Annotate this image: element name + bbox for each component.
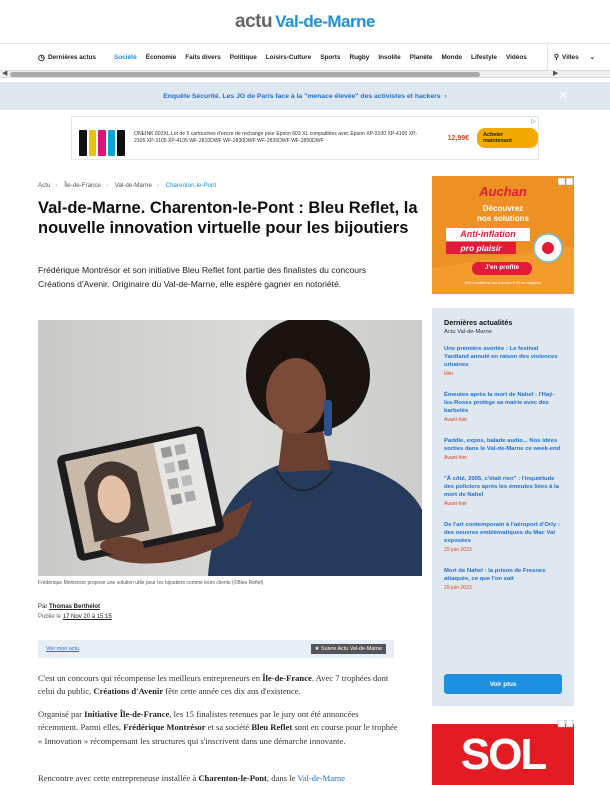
auchan-brand: Auchan	[479, 184, 527, 199]
alert-banner[interactable]: Enquête Sécurité. Les JO de Paris face à la "menace élevée" des activistes et hackers › ✕	[0, 82, 610, 110]
voir-plus-button[interactable]: Voir plus	[444, 674, 562, 694]
latest-news-sidebar	[432, 308, 574, 706]
ad-banner[interactable]	[71, 116, 539, 160]
follow-button[interactable]: ★ Suivre Actu Val-de-Marne	[311, 644, 386, 654]
breadcrumb-separator: ›	[55, 182, 58, 189]
nav-item-monde[interactable]: Monde	[441, 53, 463, 61]
breadcrumb-separator: ›	[156, 182, 159, 189]
nav-item-dernieres[interactable]: ◷ Dernières actus	[38, 52, 96, 62]
close-icon[interactable]: ✕	[558, 90, 568, 102]
sidebar-title: Dernières actualités	[444, 318, 513, 327]
nav-item-videos[interactable]: Vidéos	[505, 53, 527, 61]
nav-item-loisirs-culture[interactable]: Loisirs-Culture	[265, 53, 312, 61]
breadcrumb	[38, 182, 216, 189]
location-pin-icon: ⚲	[553, 54, 560, 61]
cartridge-magenta	[98, 130, 106, 156]
breadcrumb-charenton[interactable]: Charenton-le-Pont	[165, 182, 217, 189]
breadcrumb-actu[interactable]: Actu	[38, 182, 51, 189]
article-paragraph: C'est un concours qui récompense les meilleurs entrepreneurs en Île-de-France. Avec 7 trophées dont celui du public, Créations d'Avenir fête cette année ces dix ans d'existence.	[38, 673, 389, 697]
ink-cartridges-image	[76, 120, 128, 156]
author-link[interactable]: Thomas Berthelot	[49, 604, 101, 610]
cartridge-black	[79, 130, 87, 156]
nav-item-lifestyle[interactable]: Lifestyle	[471, 53, 497, 61]
nav-item-faits-divers[interactable]: Faits divers	[185, 53, 221, 61]
nav-item-rugby[interactable]: Rugby	[349, 53, 370, 61]
chevron-left-icon[interactable]: ◀	[2, 70, 8, 77]
nav-scrollbar[interactable]	[0, 70, 610, 78]
list-item[interactable]: Mort de Nahel : la prison de Fresnes attaquée, ce que l'on sait 29 juin 2023	[444, 568, 546, 591]
breadcrumb-separator: ›	[105, 182, 109, 189]
auchan-ad[interactable]: Auchan Découvrez nos solutions Anti-inflation pro plaisir J'en profite Voir conditions sur Auchan.fr et en magasin	[432, 176, 574, 294]
ad-price: 12,99€	[447, 134, 470, 142]
auchan-headline: Découvrez nos solutions	[477, 204, 529, 223]
cartridge-cyan	[108, 130, 116, 156]
ad-description: ONEINK 603XL Lot de 5 cartouches d'encre de rechange pour Epson 603 XL compatibles avec Epson XP-3100 XP-4100 XP-2105 XP-3105 XP-4105 WF-2810DWF WF-2830DWF WF-2835DWF WF-2850DWF	[134, 131, 418, 144]
chevron-right-icon: ›	[444, 92, 447, 100]
sidebar-subtitle: Actu Val-de-Marne	[444, 329, 492, 335]
main-nav	[0, 44, 610, 70]
list-item[interactable]: Paddle, expos, balade audio... Nos idées sorties dans le Val-de-Marne ce week-end Avant-hier	[444, 438, 561, 461]
nav-item-societe[interactable]: Société	[113, 53, 137, 61]
villes-dropdown[interactable]: ⚲ Villes ⌄	[547, 44, 610, 70]
site-logo[interactable]: actu Val-de-Marne	[235, 10, 375, 32]
nav-item-economie[interactable]: Économie	[145, 53, 177, 61]
breadcrumb-ile-de-france[interactable]: Île-de-France	[64, 182, 101, 189]
publish-date: Publié le 17 Nov 20 à 15:15	[38, 614, 112, 620]
site-header	[0, 0, 610, 44]
chevron-down-icon: ⌄	[589, 54, 595, 61]
article-lead: Frédérique Montrésor et son initiative Bleu Reflet font partie des finalistes du concours Créations d'Avenir. Originaire du Val-de-Marne, elle espère gagner en notoriété.	[38, 265, 367, 289]
ad-buy-button[interactable]: Acheter maintenant	[477, 128, 538, 148]
val-de-marne-link[interactable]: Val-de-Marne	[297, 773, 346, 783]
list-item[interactable]: Une première avortée : Le festival Yardland annulé en raison des violences urbaines Hier	[444, 346, 558, 377]
photo-caption: Frédérique Montrésor propose une solution utile pour les bijoutiers comme leurs clients (©Bleu Reflet)	[38, 580, 264, 586]
nav-item-planete[interactable]: Planète	[409, 53, 433, 61]
sol-ad[interactable]	[432, 720, 574, 785]
article-paragraph: Organisé par Initiative Île-de-France, les 15 finalistes retenues par le jury ont été annoncées récemment. Parmi elles, Frédérique Montrésor et sa société Bleu Reflet sont en course pour le trophée « Innovation » récompensant les structures qui s'inscrivent dans une démarche innovante.	[38, 709, 398, 746]
woman-with-tablet-image	[38, 320, 422, 576]
article-photo	[38, 320, 422, 576]
nav-item-sports[interactable]: Sports	[320, 53, 341, 61]
list-item[interactable]: "À côté, 2005, c'était rien" : l'inquiétude des policiers après les émeutes liées à la mort de Nahel Avant-hier	[444, 476, 559, 507]
clock-icon: ◷	[38, 52, 45, 62]
nav-item-politique[interactable]: Politique	[229, 53, 257, 61]
sol-ad-text: SOL	[460, 730, 546, 779]
nav-item-insolite[interactable]: Insolite	[378, 53, 401, 61]
list-item[interactable]: De l'art contemporain à l'aéroport d'Orly : des oeuvres emblématiques du Mac Val exposées 29 juin 2023	[444, 522, 560, 553]
list-item[interactable]: Émeutes après la mort de Nahel : l'Haÿ-les-Roses protège sa mairie avec des barbelés Avant-hier	[444, 392, 555, 423]
scrollbar-thumb[interactable]	[10, 72, 480, 77]
auchan-cta[interactable]: J'en profite	[484, 264, 520, 271]
article-title: Val-de-Marne. Charenton-le-Pont : Bleu Reflet, la nouvelle innovation virtuelle pour les bijoutiers	[38, 199, 418, 237]
chevron-right-icon[interactable]: ▶	[553, 70, 559, 77]
author-line: Par Thomas Berthelot	[38, 604, 101, 610]
article-paragraph: Rencontre avec cette entrepreneuse installée à Charenton-le-Pont, dans le Val-de-Marne	[38, 773, 346, 783]
follow-bar	[38, 640, 394, 658]
cartridge-yellow	[89, 130, 97, 156]
voir-mon-actu-link[interactable]: Voir mon actu	[46, 646, 79, 652]
breadcrumb-val-de-marne[interactable]: Val-de-Marne	[114, 182, 152, 189]
cartridge-black-2	[117, 130, 125, 156]
ad-info-icon[interactable]: ▷	[531, 119, 536, 125]
